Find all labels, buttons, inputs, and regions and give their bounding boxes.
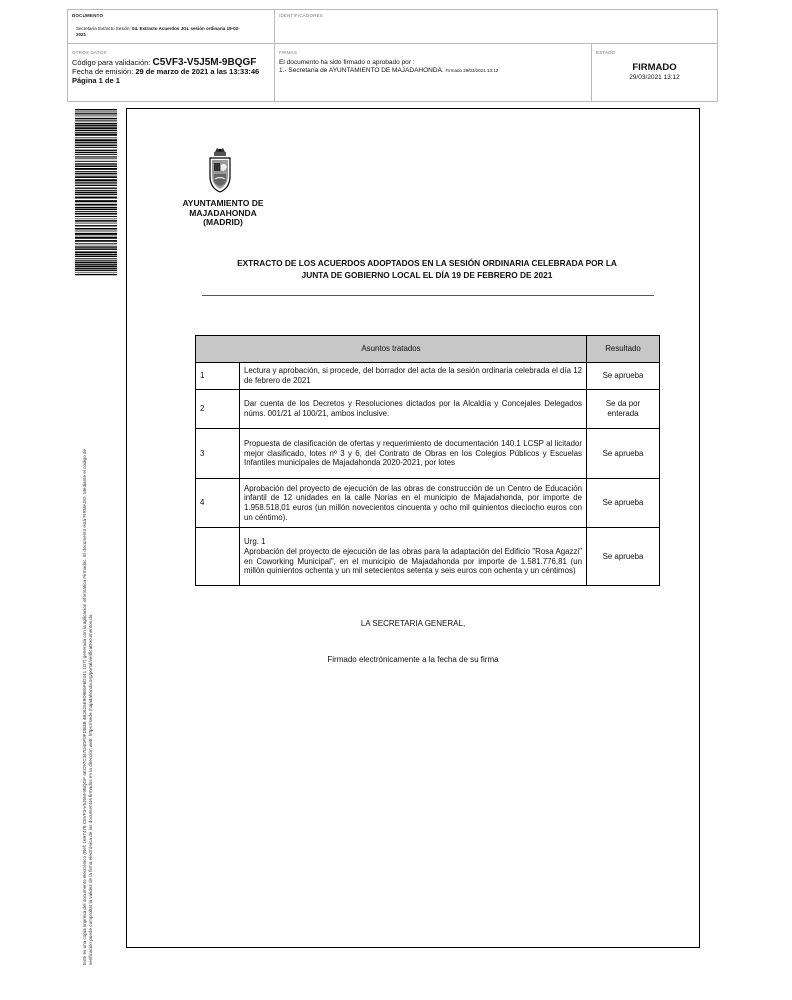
barcode-bar [75,139,117,141]
row-number: 4 [196,479,240,528]
barcode-bar [75,176,117,178]
table-row [196,363,660,390]
barcode-bar [75,125,117,126]
barcode-bar [75,216,117,217]
barcode-image [75,109,117,276]
pagina-indicator: Página 1 de 1 [72,76,120,85]
firmas-text: El documento ha sido firmado o aprobado por : [279,59,415,66]
documento-cell [68,10,275,44]
barcode-bar [75,260,117,261]
barcode-bar [75,228,117,230]
documento-label: DOCUMENTO [72,13,104,18]
row-number [196,528,240,586]
acuerdos-table [195,335,660,586]
barcode-bar [75,137,117,138]
barcode-bar [75,120,117,121]
estado-fecha: 29/03/2021 13:12 [629,74,680,81]
barcode-bar [75,187,117,188]
row-result: Se aprueba [587,479,660,528]
estado-value: FIRMADO [632,62,677,73]
barcode-bar [75,123,117,125]
estado-label: ESTADO [596,50,616,55]
row-description: Aprobación del proyecto de ejecución de las obras de construcción de un Centro de Educación infantil de 12 unidades en la calle Norias en el municipio de Majadahonda, por importe de 1.958.518,01 euros (un millón novecientos cincuenta y ocho mil quinientos dieciocho euros con un céntimo). [240,479,587,528]
otros-datos-label: OTROS DATOS [72,50,107,55]
codigo-value[interactable]: C5VF3-V5J5M-9BQGF [152,57,257,68]
barcode-bar [75,211,117,212]
coat-of-arms-icon [204,146,236,196]
barcode-bar [75,237,117,239]
resultado-header: Resultado [587,336,660,363]
firmas-label: FIRMAS [279,50,298,55]
barcode-bar [75,274,117,275]
barcode-bar [75,175,117,176]
document-header [67,9,718,102]
documento-text: Secretaría Extracto Sesión: 04. Extracto Acuerdos JGL sesión ordinaria 19-02-2021 [76,26,240,37]
barcode-bar [75,161,117,162]
barcode-bar [75,243,117,244]
barcode-bar [75,200,117,202]
row-description [240,528,587,586]
barcode-bar [75,194,117,195]
barcode-bar [75,109,117,110]
row-description: Dar cuenta de los Decretos y Resoluciones dictados por la Alcaldía y Concejales Delegados núms. 001/21 al 100/21, ambos inclusive. [240,390,587,429]
barcode-bar [75,272,117,273]
barcode-bar [75,197,117,199]
table-row [196,429,660,479]
firmas-cell [275,44,592,101]
barcode-bar [75,213,117,215]
barcode-bar [75,233,117,235]
barcode-bar [75,209,117,210]
barcode-bar [75,225,117,226]
row-description-text: Aprobación del proyecto de ejecución de las obras para la adaptación del Edificio "Rosa Agazzi" en Coworking Municipal", en el municipio de Majadahonda por importe de 1.581.776,81 (un millón quinientos ochenta y un mil setecientos setenta y seis euros con ochenta y un céntimos) [244,546,582,576]
barcode-bar [75,147,117,148]
barcode-bar [75,231,117,232]
barcode-bar [75,220,117,222]
barcode-bar [75,152,117,153]
signature-note: Firmado electrónicamente a la fecha de su firma [327,655,499,664]
barcode-bar [75,190,117,191]
barcode-bar [75,134,117,136]
barcode-bar [75,270,117,271]
row-result: Se aprueba [587,528,660,586]
firmante-line: 1.- Secretaría de AYUNTAMIENTO DE MAJADAHONDA. Firmado 29/03/2021 13:12 [279,67,499,74]
row-result: Se aprueba [587,429,660,479]
barcode-bar [75,112,117,113]
organization-name: AYUNTAMIENTO DE MAJADAHONDA (MADRID) [182,198,264,227]
barcode-bar [75,264,117,265]
barcode-bar [75,240,117,242]
barcode-bar [75,247,117,248]
barcode-bar [75,236,117,237]
barcode-bar [75,116,117,117]
barcode-bar [75,142,117,143]
barcode-bar [75,185,117,186]
barcode-bar [75,168,117,170]
barcode-bar [75,223,117,224]
barcode-bar [75,262,117,264]
row-description: Propuesta de clasificación de ofertas y requerimiento de documentación 140.1 LCSP al licitador mejor clasificado, lotes nº 3 y 6, del Contrato de Obras en los Colegios Públicos y Escuelas Infantiles municipales de Majadahonda 2020-2021, por lotes [240,429,587,479]
row-result: Se aprueba [587,363,660,390]
verification-side-text [82,295,94,965]
barcode-bar [75,265,117,267]
barcode-bar [75,248,117,249]
barcode-bar [75,156,117,157]
barcode-bar [75,207,117,208]
row-number: 1 [196,363,240,390]
row-result: Se da por enterada [587,390,660,429]
signature-title: LA SECRETARIA GENERAL, [360,619,466,628]
barcode-bar [75,127,117,129]
barcode-bar [75,251,117,253]
barcode-bar [75,173,117,174]
barcode-bar [75,163,117,164]
barcode-bar [75,182,117,183]
identificadores-label: IDENTIFICADORES [279,13,324,18]
barcode-bar [75,154,117,155]
barcode-bar [75,132,117,133]
table-header-row [196,336,660,363]
otros-datos-cell [68,44,275,101]
barcode-bar [75,150,117,151]
table-row [196,528,660,586]
barcode-bar [75,165,117,167]
document-title: EXTRACTO DE LOS ACUERDOS ADOPTADOS EN LA SESIÓN ORDINARIA CELEBRADA POR LA JUNTA DE GOBIERNO LOCAL EL DÍA 19 DE FEBRERO DE 2021 [237,258,617,280]
identificadores-cell [275,10,717,44]
codigo-validacion: Código para validación: C5VF3-V5J5M-9BQGF [72,57,257,68]
barcode-bar [75,246,117,247]
row-number: 3 [196,429,240,479]
barcode-bar [75,268,117,269]
row-description: Lectura y aprobación, si procede, del borrador del acta de la sesión ordinaria celebrada el día 12 de febrero de 2021 [240,363,587,390]
barcode-bar [75,179,117,181]
table-row [196,479,660,528]
table-row [196,390,660,429]
estado-cell [592,44,717,101]
side-text-line-1: Este es una copia impresa del documento electrónico (Ref: 1697478 C5VF3-V5J5M-9BQGF 4EC97C347D4DF0FDB3B 4B2625E9D9E6F6D241 1D7) generada con la aplicación informática Firmadoc. El documento está FIRMADO. Mediante el código de [82,448,87,965]
barcode-bar [75,256,117,257]
side-text-line-2: verificación puede comprobar la validez de la firma electrónica de los documentos firmados en la dirección web: https://sede.majadahonda.org/portal/verificaDocumentos.do [88,614,93,965]
urgency-label: Urg. 1 [244,537,266,547]
fecha-emision: Fecha de emisión: 29 de marzo de 2021 a las 13:33:46 [72,67,260,76]
barcode-bar [75,204,117,206]
asuntos-header: Asuntos tratados [196,336,587,363]
title-divider [202,295,654,296]
barcode-bar [75,118,117,120]
barcode-bar [75,258,117,259]
barcode-bar [75,219,117,220]
barcode-bar [75,171,117,172]
barcode-bar [75,192,117,194]
barcode-bar [75,254,117,255]
barcode-bar [75,130,117,132]
barcode-bar [75,113,117,114]
row-number: 2 [196,390,240,429]
document-page [126,108,700,948]
barcode-bar [75,145,117,147]
barcode-bar [75,158,117,159]
